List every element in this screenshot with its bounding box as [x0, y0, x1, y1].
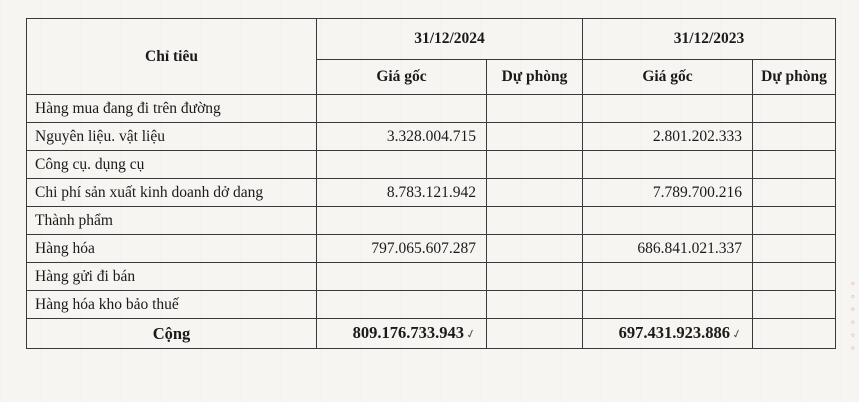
header-indicator: Chỉ tiêu [27, 19, 317, 95]
cost-2024-cell [317, 95, 487, 123]
table-row [27, 123, 836, 151]
row-label: Công cụ. dụng cụ [27, 151, 317, 179]
total-provision-2023 [753, 319, 836, 349]
cost-2023-cell [583, 291, 753, 319]
cost-2023-cell [583, 95, 753, 123]
provision-2023-cell [753, 95, 836, 123]
provision-2023-cell [753, 263, 836, 291]
cost-2023-cell: 2.801.202.333 [583, 123, 753, 151]
provision-2024-cell [487, 95, 583, 123]
provision-2023-cell [753, 151, 836, 179]
total-cost-2023 [583, 319, 753, 349]
table-row [27, 179, 836, 207]
provision-2024-cell [487, 151, 583, 179]
total-provision-2024 [487, 319, 583, 349]
provision-2024-cell [487, 207, 583, 235]
table-row [27, 151, 836, 179]
row-label: Hàng gửi đi bán [27, 263, 317, 291]
provision-2023-cell [753, 291, 836, 319]
row-label: Hàng mua đang đi trên đường [27, 95, 317, 123]
row-label: Hàng hóa [27, 235, 317, 263]
provision-2024-cell [487, 263, 583, 291]
table-row [27, 207, 836, 235]
total-cost-2024 [317, 319, 487, 349]
row-label: Nguyên liệu. vật liệu [27, 123, 317, 151]
row-label: Hàng hóa kho bảo thuế [27, 291, 317, 319]
red-stamp-fragment: ◦ ◦ ◦ ◦ ◦ ◦ [848, 280, 858, 355]
cost-2024-cell [317, 207, 487, 235]
table-row [27, 235, 836, 263]
inventory-table [26, 18, 836, 349]
total-cost-2024-value: 809.176.733.943 [352, 323, 464, 342]
total-label: Cộng [27, 319, 317, 349]
header-period-2023: 31/12/2023 [583, 19, 836, 60]
provision-2023-cell [753, 179, 836, 207]
cost-2024-cell: 797.065.607.287 [317, 235, 487, 263]
header-provision-2024: Dự phòng [487, 60, 583, 95]
provision-2023-cell [753, 207, 836, 235]
cost-2024-cell: 3.328.004.715 [317, 123, 487, 151]
cost-2024-cell [317, 151, 487, 179]
cost-2024-cell [317, 263, 487, 291]
check-mark-icon: ✓ [730, 325, 744, 343]
header-cost-2024: Giá gốc [317, 60, 487, 95]
provision-2023-cell [753, 235, 836, 263]
cost-2023-cell [583, 207, 753, 235]
cost-2024-cell [317, 291, 487, 319]
header-cost-2023: Giá gốc [583, 60, 753, 95]
cost-2023-cell: 7.789.700.216 [583, 179, 753, 207]
table-row [27, 263, 836, 291]
provision-2024-cell [487, 123, 583, 151]
provision-2024-cell [487, 179, 583, 207]
total-row [27, 319, 836, 349]
cost-2024-cell: 8.783.121.942 [317, 179, 487, 207]
cost-2023-cell: 686.841.021.337 [583, 235, 753, 263]
cost-2023-cell [583, 263, 753, 291]
header-provision-2023: Dự phòng [753, 60, 836, 95]
provision-2024-cell [487, 235, 583, 263]
total-cost-2023-value: 697.431.923.886 [618, 323, 730, 342]
provision-2024-cell [487, 291, 583, 319]
check-mark-icon: ✓ [464, 325, 478, 343]
row-label: Chi phí sản xuất kinh doanh dở dang [27, 179, 317, 207]
row-label: Thành phẩm [27, 207, 317, 235]
header-period-2024: 31/12/2024 [317, 19, 583, 60]
table-row [27, 291, 836, 319]
provision-2023-cell [753, 123, 836, 151]
table-row [27, 95, 836, 123]
cost-2023-cell [583, 151, 753, 179]
